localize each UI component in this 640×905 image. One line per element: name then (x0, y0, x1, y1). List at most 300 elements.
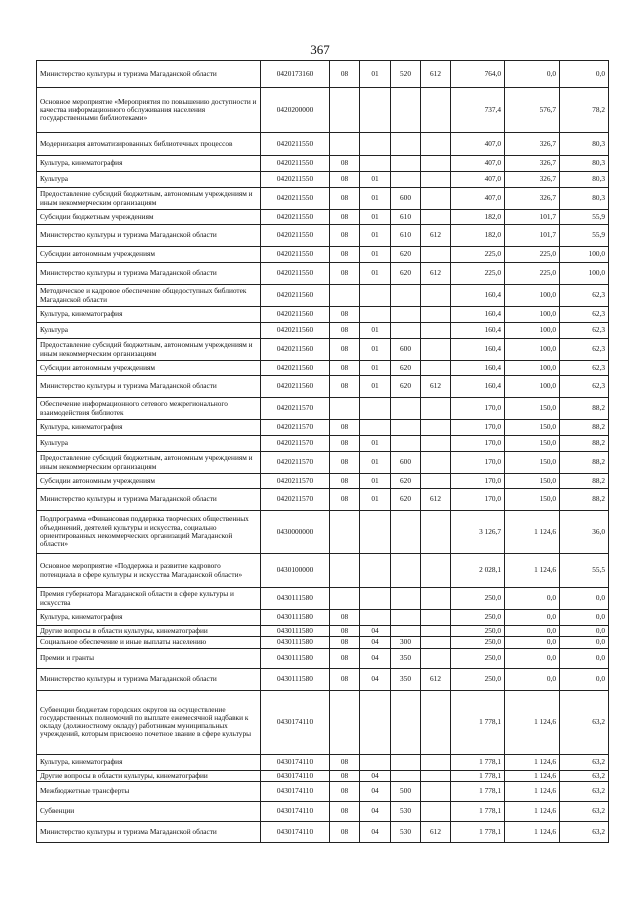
row-fact: 100,0 (505, 285, 560, 307)
row-pr (360, 754, 391, 770)
row-csr: 0430111580 (261, 637, 330, 648)
row-rz: 08 (330, 489, 360, 511)
table-row (37, 61, 609, 88)
row-pr: 01 (360, 247, 391, 263)
row-csr: 0430174110 (261, 781, 330, 801)
row-pr: 01 (360, 263, 391, 285)
row-plan: 737,4 (451, 88, 505, 133)
row-rz: 08 (330, 770, 360, 781)
table-row (37, 781, 609, 801)
row-name: Предоставление субсидий бюджетным, автономным учреждениям и иным некоммерческим организациям (37, 452, 261, 474)
row-name: Культура (37, 172, 261, 188)
row-csr: 0420211550 (261, 247, 330, 263)
row-vr (391, 626, 421, 637)
row-plan: 407,0 (451, 133, 505, 156)
row-rz (330, 690, 360, 754)
row-kvsr (421, 801, 451, 821)
row-pr: 01 (360, 339, 391, 361)
row-pr: 04 (360, 821, 391, 842)
row-percent: 88,2 (560, 420, 609, 436)
row-fact: 326,7 (505, 188, 560, 210)
row-percent: 63,2 (560, 690, 609, 754)
row-pr (360, 88, 391, 133)
row-vr: 610 (391, 210, 421, 225)
row-vr (391, 610, 421, 626)
row-pr: 04 (360, 781, 391, 801)
row-fact: 1 124,6 (505, 511, 560, 554)
row-fact: 101,7 (505, 210, 560, 225)
table-row (37, 489, 609, 511)
row-percent: 63,2 (560, 801, 609, 821)
row-csr: 0420211570 (261, 420, 330, 436)
row-rz: 08 (330, 61, 360, 88)
row-fact: 0,0 (505, 648, 560, 668)
row-csr: 0420211560 (261, 376, 330, 398)
row-name: Культура (37, 323, 261, 339)
row-fact: 1 124,6 (505, 821, 560, 842)
row-csr: 0430111580 (261, 626, 330, 637)
row-vr (391, 588, 421, 610)
row-plan: 1 778,1 (451, 754, 505, 770)
row-plan: 225,0 (451, 247, 505, 263)
row-name: Министерство культуры и туризма Магаданской области (37, 376, 261, 398)
row-csr: 0420211560 (261, 323, 330, 339)
row-plan: 2 028,1 (451, 554, 505, 588)
row-percent: 0,0 (560, 668, 609, 690)
row-pr: 01 (360, 376, 391, 398)
table-row (37, 554, 609, 588)
row-name: Другие вопросы в области культуры, кинематографии (37, 626, 261, 637)
row-percent: 0,0 (560, 637, 609, 648)
row-kvsr (421, 307, 451, 323)
table-row (37, 398, 609, 420)
row-plan: 170,0 (451, 420, 505, 436)
row-pr (360, 588, 391, 610)
row-kvsr (421, 436, 451, 452)
row-name: Предоставление субсидий бюджетным, автономным учреждениям и иным некоммерческим организациям (37, 188, 261, 210)
row-pr: 01 (360, 323, 391, 339)
row-name: Премия губернатора Магаданской области в сфере культуры и искусства (37, 588, 261, 610)
row-vr: 530 (391, 821, 421, 842)
row-pr: 04 (360, 668, 391, 690)
row-name: Министерство культуры и туризма Магаданской области (37, 821, 261, 842)
row-rz: 08 (330, 420, 360, 436)
row-name: Министерство культуры и туризма Магаданской области (37, 668, 261, 690)
row-kvsr (421, 361, 451, 376)
row-pr: 01 (360, 436, 391, 452)
row-plan: 160,4 (451, 376, 505, 398)
row-fact: 150,0 (505, 489, 560, 511)
row-plan: 160,4 (451, 285, 505, 307)
row-name: Субвенции (37, 801, 261, 821)
row-fact: 1 124,6 (505, 770, 560, 781)
row-name: Другие вопросы в области культуры, кинематографии (37, 770, 261, 781)
table-row (37, 648, 609, 668)
row-percent: 0,0 (560, 610, 609, 626)
row-vr: 620 (391, 263, 421, 285)
row-csr: 0420173160 (261, 61, 330, 88)
row-plan: 1 778,1 (451, 781, 505, 801)
row-fact: 150,0 (505, 420, 560, 436)
row-kvsr (421, 420, 451, 436)
row-pr (360, 285, 391, 307)
row-rz (330, 511, 360, 554)
row-vr: 620 (391, 474, 421, 489)
row-fact: 576,7 (505, 88, 560, 133)
row-vr: 300 (391, 637, 421, 648)
row-rz: 08 (330, 247, 360, 263)
row-fact: 1 124,6 (505, 554, 560, 588)
row-name: Подпрограмма «Финансовая поддержка творческих общественных объединений, деятелей культуры и искусства, социально ориентированных некоммерческих организаций Магаданской области» (37, 511, 261, 554)
row-name: Субсидии автономным учреждениям (37, 361, 261, 376)
row-rz (330, 588, 360, 610)
row-percent: 100,0 (560, 263, 609, 285)
row-kvsr (421, 188, 451, 210)
row-name: Культура, кинематография (37, 156, 261, 172)
table-row (37, 156, 609, 172)
row-csr: 0420211550 (261, 172, 330, 188)
row-percent: 63,2 (560, 781, 609, 801)
row-fact: 326,7 (505, 172, 560, 188)
row-vr: 620 (391, 247, 421, 263)
row-plan: 407,0 (451, 172, 505, 188)
row-kvsr (421, 172, 451, 188)
row-rz: 08 (330, 781, 360, 801)
row-name: Межбюджетные трансферты (37, 781, 261, 801)
table-row (37, 133, 609, 156)
row-percent: 62,3 (560, 285, 609, 307)
row-pr: 01 (360, 361, 391, 376)
row-plan: 170,0 (451, 474, 505, 489)
row-plan: 225,0 (451, 263, 505, 285)
row-percent: 80,3 (560, 188, 609, 210)
row-kvsr: 612 (421, 376, 451, 398)
row-name: Культура, кинематография (37, 754, 261, 770)
table-row (37, 626, 609, 637)
row-vr (391, 754, 421, 770)
row-kvsr: 612 (421, 668, 451, 690)
row-rz: 08 (330, 172, 360, 188)
row-name: Субвенции бюджетам городских округов на осуществление государственных полномочий по выплате ежемесячной надбавки к окладу (должностному окладу) работникам муниципальных учреждений, которым присвоено почетное звание в сфере культуры (37, 690, 261, 754)
row-vr (391, 323, 421, 339)
row-name: Социальное обеспечение и иные выплаты населению (37, 637, 261, 648)
row-plan: 160,4 (451, 323, 505, 339)
row-kvsr (421, 511, 451, 554)
row-pr: 01 (360, 225, 391, 247)
row-vr: 520 (391, 61, 421, 88)
table-row (37, 637, 609, 648)
table-row (37, 754, 609, 770)
row-csr: 0430111580 (261, 668, 330, 690)
row-kvsr (421, 781, 451, 801)
row-fact: 225,0 (505, 263, 560, 285)
row-rz (330, 285, 360, 307)
row-vr: 600 (391, 452, 421, 474)
row-fact: 100,0 (505, 339, 560, 361)
row-plan: 250,0 (451, 610, 505, 626)
row-csr: 0420211560 (261, 339, 330, 361)
table-row (37, 690, 609, 754)
row-rz: 08 (330, 637, 360, 648)
table-row (37, 285, 609, 307)
row-pr (360, 156, 391, 172)
row-plan: 764,0 (451, 61, 505, 88)
table-body (37, 61, 609, 843)
row-fact: 100,0 (505, 307, 560, 323)
row-rz: 08 (330, 361, 360, 376)
row-percent: 36,0 (560, 511, 609, 554)
row-rz: 08 (330, 801, 360, 821)
row-csr: 0430100000 (261, 554, 330, 588)
row-vr: 350 (391, 648, 421, 668)
row-vr (391, 133, 421, 156)
table-row (37, 610, 609, 626)
row-percent: 62,3 (560, 307, 609, 323)
row-name: Субсидии автономным учреждениям (37, 474, 261, 489)
row-name: Методическое и кадровое обеспечение общедоступных библиотек Магаданской области (37, 285, 261, 307)
row-fact: 150,0 (505, 398, 560, 420)
row-vr (391, 398, 421, 420)
table-row (37, 188, 609, 210)
row-kvsr (421, 770, 451, 781)
row-name: Министерство культуры и туризма Магаданской области (37, 61, 261, 88)
row-kvsr (421, 637, 451, 648)
row-pr (360, 511, 391, 554)
row-rz: 08 (330, 210, 360, 225)
row-kvsr (421, 554, 451, 588)
row-vr: 600 (391, 188, 421, 210)
row-percent: 62,3 (560, 361, 609, 376)
row-vr: 610 (391, 225, 421, 247)
row-kvsr (421, 452, 451, 474)
table-row (37, 801, 609, 821)
row-pr: 04 (360, 626, 391, 637)
row-percent: 88,2 (560, 452, 609, 474)
row-percent: 0,0 (560, 588, 609, 610)
row-plan: 160,4 (451, 361, 505, 376)
row-rz: 08 (330, 610, 360, 626)
row-kvsr (421, 690, 451, 754)
row-percent: 80,3 (560, 172, 609, 188)
row-vr (391, 307, 421, 323)
row-rz: 08 (330, 474, 360, 489)
row-kvsr (421, 210, 451, 225)
row-rz (330, 88, 360, 133)
row-name: Министерство культуры и туризма Магаданской области (37, 489, 261, 511)
row-csr: 0430000000 (261, 511, 330, 554)
row-kvsr: 612 (421, 821, 451, 842)
row-plan: 160,4 (451, 307, 505, 323)
row-plan: 250,0 (451, 648, 505, 668)
row-kvsr (421, 754, 451, 770)
row-csr: 0420211570 (261, 436, 330, 452)
row-vr (391, 420, 421, 436)
row-pr (360, 307, 391, 323)
table-row (37, 247, 609, 263)
row-plan: 250,0 (451, 637, 505, 648)
row-kvsr (421, 474, 451, 489)
row-fact: 100,0 (505, 361, 560, 376)
row-plan: 170,0 (451, 436, 505, 452)
table-row (37, 210, 609, 225)
row-csr: 0420211550 (261, 263, 330, 285)
row-vr: 620 (391, 361, 421, 376)
row-rz (330, 398, 360, 420)
row-csr: 0430111580 (261, 648, 330, 668)
row-kvsr: 612 (421, 489, 451, 511)
row-rz: 08 (330, 339, 360, 361)
row-percent: 55,9 (560, 225, 609, 247)
table-row (37, 436, 609, 452)
row-kvsr (421, 398, 451, 420)
row-plan: 160,4 (451, 339, 505, 361)
row-plan: 170,0 (451, 398, 505, 420)
row-rz: 08 (330, 648, 360, 668)
row-kvsr: 612 (421, 61, 451, 88)
row-pr (360, 398, 391, 420)
row-fact: 1 124,6 (505, 801, 560, 821)
row-fact: 326,7 (505, 156, 560, 172)
row-plan: 1 778,1 (451, 821, 505, 842)
row-pr: 01 (360, 172, 391, 188)
row-pr: 01 (360, 188, 391, 210)
row-csr: 0420211570 (261, 398, 330, 420)
row-plan: 407,0 (451, 156, 505, 172)
table-row (37, 263, 609, 285)
row-name: Субсидии бюджетным учреждениям (37, 210, 261, 225)
row-percent: 78,2 (560, 88, 609, 133)
row-vr (391, 511, 421, 554)
row-name: Министерство культуры и туризма Магаданской области (37, 263, 261, 285)
row-pr: 01 (360, 489, 391, 511)
row-plan: 1 778,1 (451, 801, 505, 821)
row-plan: 407,0 (451, 188, 505, 210)
row-fact: 0,0 (505, 637, 560, 648)
row-pr (360, 610, 391, 626)
row-name: Субсидии автономным учреждениям (37, 247, 261, 263)
row-plan: 182,0 (451, 225, 505, 247)
row-plan: 3 126,7 (451, 511, 505, 554)
row-pr: 01 (360, 61, 391, 88)
row-percent: 80,3 (560, 133, 609, 156)
row-vr (391, 770, 421, 781)
row-percent: 88,2 (560, 436, 609, 452)
row-csr: 0420211560 (261, 307, 330, 323)
row-percent: 88,2 (560, 398, 609, 420)
row-csr: 0430111580 (261, 610, 330, 626)
row-plan: 250,0 (451, 626, 505, 637)
row-csr: 0430174110 (261, 801, 330, 821)
table-row (37, 88, 609, 133)
row-percent: 62,3 (560, 376, 609, 398)
row-rz (330, 133, 360, 156)
row-plan: 170,0 (451, 489, 505, 511)
row-csr: 0420211550 (261, 210, 330, 225)
row-percent: 80,3 (560, 156, 609, 172)
row-pr (360, 554, 391, 588)
row-rz: 08 (330, 323, 360, 339)
table-row (37, 225, 609, 247)
row-pr: 04 (360, 770, 391, 781)
table-row (37, 361, 609, 376)
row-kvsr (421, 88, 451, 133)
row-kvsr (421, 610, 451, 626)
table-row (37, 511, 609, 554)
table-row (37, 588, 609, 610)
row-pr: 01 (360, 474, 391, 489)
row-fact: 101,7 (505, 225, 560, 247)
row-fact: 150,0 (505, 436, 560, 452)
table-row (37, 172, 609, 188)
row-csr: 0420211560 (261, 285, 330, 307)
row-vr: 600 (391, 339, 421, 361)
row-fact: 326,7 (505, 133, 560, 156)
row-rz: 08 (330, 754, 360, 770)
row-vr (391, 690, 421, 754)
table-row (37, 420, 609, 436)
budget-table (36, 60, 609, 843)
row-kvsr (421, 133, 451, 156)
row-name: Культура, кинематография (37, 420, 261, 436)
row-kvsr (421, 588, 451, 610)
row-percent: 100,0 (560, 247, 609, 263)
table-row (37, 376, 609, 398)
row-csr: 0420211550 (261, 188, 330, 210)
row-pr: 04 (360, 648, 391, 668)
row-vr (391, 436, 421, 452)
row-csr: 0420211570 (261, 452, 330, 474)
row-csr: 0420200000 (261, 88, 330, 133)
row-name: Культура (37, 436, 261, 452)
row-fact: 1 124,6 (505, 781, 560, 801)
row-rz: 08 (330, 263, 360, 285)
row-csr: 0420211570 (261, 489, 330, 511)
row-percent: 63,2 (560, 821, 609, 842)
row-csr: 0430174110 (261, 821, 330, 842)
row-vr: 350 (391, 668, 421, 690)
row-vr (391, 554, 421, 588)
row-pr: 04 (360, 637, 391, 648)
row-percent: 55,5 (560, 554, 609, 588)
row-csr: 0420211560 (261, 361, 330, 376)
row-rz: 08 (330, 156, 360, 172)
row-plan: 250,0 (451, 588, 505, 610)
row-rz: 08 (330, 821, 360, 842)
row-csr: 0430174110 (261, 754, 330, 770)
row-fact: 0,0 (505, 61, 560, 88)
row-fact: 150,0 (505, 452, 560, 474)
row-percent: 0,0 (560, 61, 609, 88)
row-csr: 0420211550 (261, 225, 330, 247)
row-csr: 0430174110 (261, 770, 330, 781)
row-vr: 530 (391, 801, 421, 821)
row-kvsr: 612 (421, 225, 451, 247)
row-rz: 08 (330, 436, 360, 452)
table-row (37, 668, 609, 690)
row-rz: 08 (330, 452, 360, 474)
row-kvsr (421, 285, 451, 307)
table-row (37, 474, 609, 489)
row-plan: 1 778,1 (451, 690, 505, 754)
row-fact: 1 124,6 (505, 754, 560, 770)
row-percent: 88,2 (560, 474, 609, 489)
row-fact: 0,0 (505, 626, 560, 637)
row-name: Основное мероприятие «Поддержка и развитие кадрового потенциала в сфере культуры и искусства Магаданской области» (37, 554, 261, 588)
row-name: Премии и гранты (37, 648, 261, 668)
row-rz: 08 (330, 668, 360, 690)
table-row (37, 452, 609, 474)
row-plan: 170,0 (451, 452, 505, 474)
